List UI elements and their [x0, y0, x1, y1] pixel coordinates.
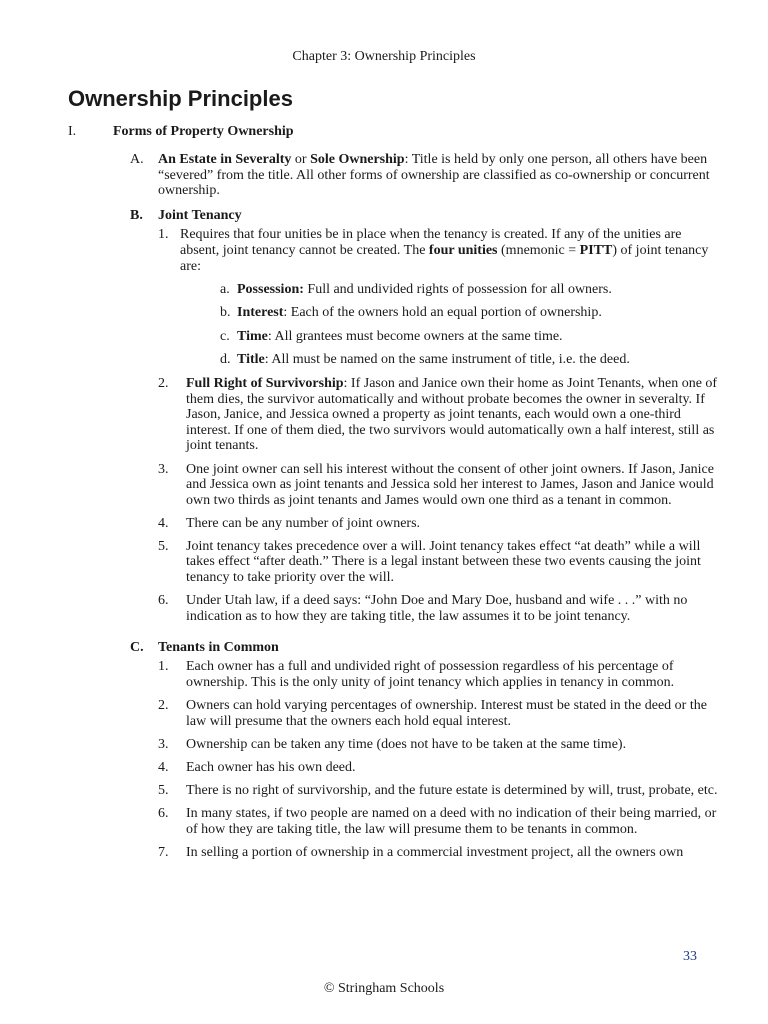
item-text: Under Utah law, if a deed says: “John Doe and Mary Doe, husband and wife . . .” with no indication as to how they are taking title, the law assumes it to be joint tenancy.	[186, 593, 688, 624]
item-text: : All grantees must become owners at the same time.	[267, 328, 563, 344]
running-head: Chapter 3: Ownership Principles	[292, 49, 476, 64]
subsection-label: A.	[130, 152, 144, 167]
list-item	[220, 352, 768, 368]
item-text: : All must be named on the same instrument of title, i.e. the deed.	[264, 352, 630, 368]
item-letter: a.	[220, 281, 230, 297]
item-text: : Each of the owners hold an equal portion of ownership.	[283, 305, 602, 321]
item-text: Each owner has his own deed.	[186, 759, 356, 775]
item-letter: c.	[220, 328, 230, 344]
item-number: 5.	[158, 783, 169, 798]
term: Title	[237, 352, 265, 368]
item-number: 2.	[158, 698, 169, 714]
page-title: Ownership Principles	[68, 86, 293, 111]
item-number: 3.	[158, 461, 169, 477]
list-item	[0, 462, 768, 509]
item-text: There can be any number of joint owners.	[186, 515, 421, 531]
item-number: 6.	[158, 806, 169, 822]
section-number: I.	[68, 124, 77, 139]
item-text: Requires that four unities be in place when the tenancy is created. If any of the unities are absent, joint tenancy cannot be created. The	[180, 227, 682, 258]
term-pitt: PITT	[579, 242, 613, 258]
list-item	[0, 737, 768, 753]
item-text: ) of joint tenancy are:	[180, 242, 709, 274]
list-item	[0, 783, 768, 799]
item-text: Each owner has a full and undivided right of possession regardless of his percentage of ownership. This is the only unity of joint tenancy which applies in tenancy in common.	[186, 659, 675, 691]
subsection-label: B.	[130, 207, 143, 223]
item-number: 2.	[158, 376, 169, 392]
subsection-b-heading	[0, 208, 768, 224]
item-number: 7.	[158, 844, 169, 860]
connector-text: or	[291, 152, 311, 167]
term-severalty: An Estate in Severalty	[158, 152, 292, 167]
item-text: Ownership can be taken any time (does not have to be taken at the same time).	[186, 736, 627, 752]
item-text: Owners can hold varying percentages of ownership. Interest must be stated in the deed or the law will presume that the owners each hold equal interest.	[186, 698, 707, 729]
list-item	[220, 305, 768, 321]
term-four-unities: four unities	[428, 242, 498, 258]
subsection-a	[0, 152, 768, 199]
term: Possession:	[237, 281, 304, 297]
item-letter: d.	[220, 352, 231, 368]
spacer	[0, 632, 768, 640]
subsection-label: C.	[130, 639, 144, 655]
list-item	[0, 227, 768, 274]
list-item	[0, 698, 768, 729]
subsection-c-heading	[0, 640, 768, 656]
list-item	[0, 593, 768, 624]
term: Interest	[237, 305, 284, 321]
item-text: One joint owner can sell his interest without the consent of other joint owners. If Jason, Janice and Jessica own as joint tenants and Jessica sold her interest to James, Jason and Janice would own two thirds as joint tenants and James would own one third as a tenant in common.	[186, 461, 714, 508]
list-item	[0, 845, 768, 861]
item-text: In many states, if two people are named on a deed with no indication of their being married, or of how they are taking title, the law will presume them to be tenants in common.	[186, 806, 717, 837]
term: Time	[237, 328, 268, 344]
item-number: 1.	[158, 659, 169, 675]
subsection-a-text: : Title is held by only one person, all others have been “severed” from the title. All other forms of ownership are classified as co-ownership or concurrent ownership.	[158, 152, 710, 199]
item-number: 4.	[158, 515, 169, 531]
term-sole-ownership: Sole Ownership	[310, 152, 405, 167]
list-item	[0, 376, 768, 454]
section-title: Forms of Property Ownership	[113, 124, 294, 139]
section-heading	[68, 124, 294, 140]
copyright-footer: © Stringham Schools	[323, 981, 445, 996]
item-text: There is no right of survivorship, and the future estate is determined by will, trust, probate, etc.	[186, 783, 718, 798]
item-number: 1.	[158, 227, 169, 243]
page-number: 33	[683, 949, 697, 964]
list-item	[0, 659, 768, 690]
document-body	[0, 152, 768, 868]
list-item	[220, 281, 768, 298]
item-text: Joint tenancy takes precedence over a will. Joint tenancy takes effect “at death” while a will takes effect “after death.” There is a legal instant between these two events causing the joint tenancy to take priority over the will.	[186, 538, 701, 586]
item-number: 5.	[158, 538, 169, 554]
list-item	[0, 806, 768, 837]
item-text: (mnemonic =	[497, 242, 580, 258]
item-number: 6.	[158, 593, 169, 609]
unities-list	[0, 282, 768, 368]
subsection-title: Tenants in Common	[158, 639, 279, 655]
list-item	[0, 539, 768, 586]
list-item	[220, 328, 768, 345]
item-text: In selling a portion of ownership in a commercial investment project, all the owners own	[186, 844, 684, 860]
item-text: Full and undivided rights of possession for all owners.	[303, 281, 612, 297]
item-letter: b.	[220, 305, 231, 321]
item-text: : If Jason and Janice own their home as Joint Tenants, when one of them dies, the survivor automatically and without probate becomes the owner in severalty. If Jason, Janice, and Jessica owned a property as joint tenants, each would own a one-third interest. If one of them died, the two survivors would automatically own a half interest, still as joint tenants.	[186, 376, 718, 454]
item-number: 3.	[158, 736, 169, 752]
subsection-title: Joint Tenancy	[158, 207, 242, 223]
term-survivorship: Full Right of Survivorship	[186, 376, 344, 392]
item-number: 4.	[158, 759, 169, 775]
list-item	[0, 516, 768, 532]
list-item	[0, 760, 768, 776]
